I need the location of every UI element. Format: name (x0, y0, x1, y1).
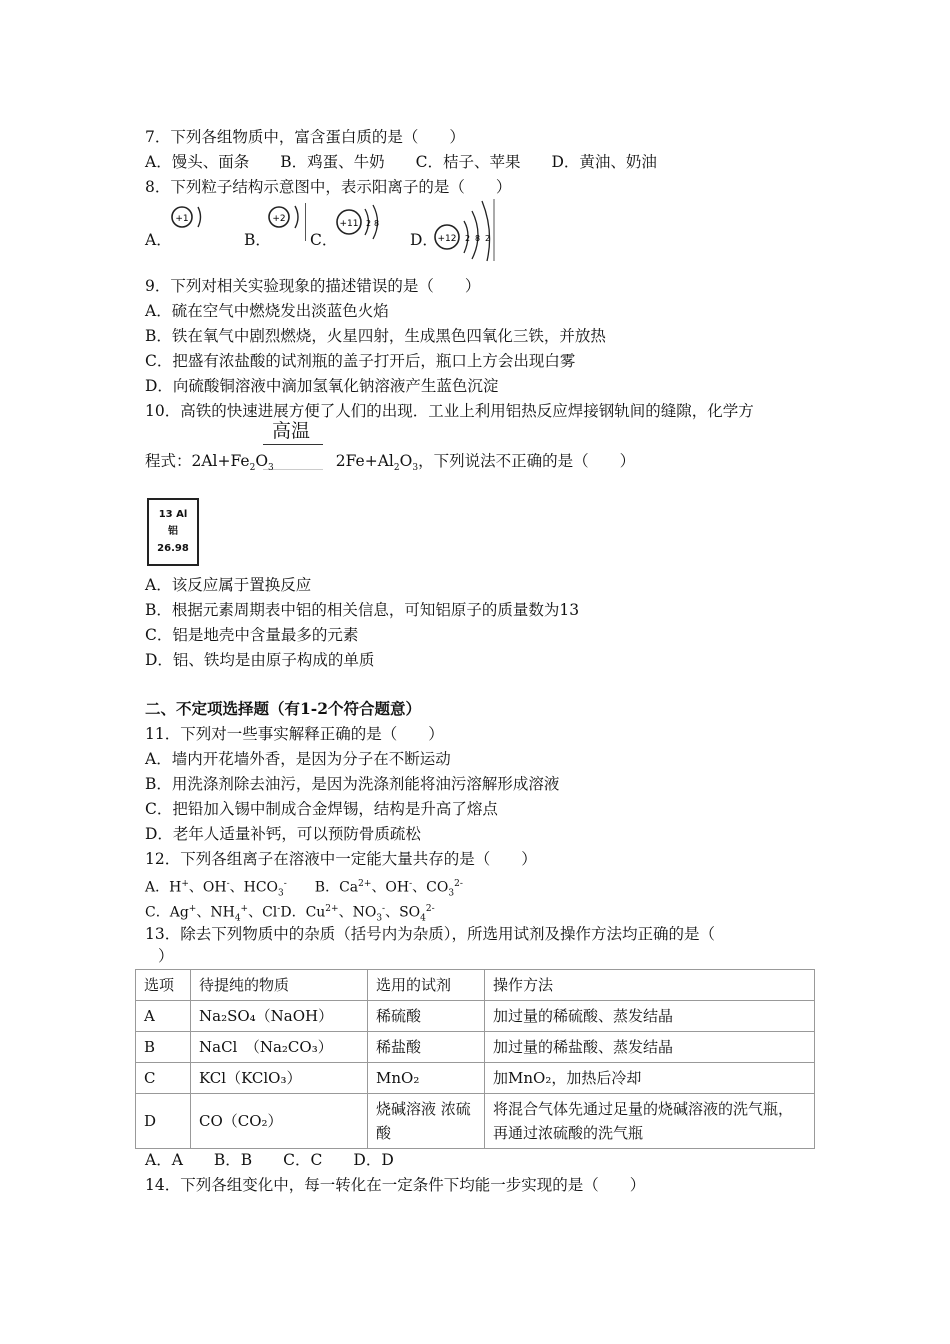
q8-option-b-label: B． (244, 231, 271, 249)
table-cell: C (136, 1063, 191, 1094)
q9-stem: 9．下列对相关实验现象的描述错误的是（ ） (145, 277, 481, 295)
table-cell: MnO₂ (368, 1063, 485, 1094)
header-cell: 选项 (136, 970, 191, 1001)
q12-options-cd: C．Ag+、$NH_4^+$、Cl-D．$Cu^{2+}$、$NO_3^-$、$SO_4^{2-}$ (145, 904, 435, 924)
q8-stem: 8．下列粒子结构示意图中，表示阳离子的是（ ） (145, 178, 512, 196)
q10-stem: 10．高铁的快速进展方便了人们的出现．工业上利用铝热反应焊接钢轨间的缝隙，化学方 (145, 402, 754, 420)
svg-text:2: 2 (465, 234, 471, 243)
element-number-symbol: 13 Al (158, 509, 188, 520)
q8-option-c-label: C． (310, 231, 338, 249)
svg-text:8: 8 (475, 234, 481, 243)
q10-option-a: A．该反应属于置换反应 (145, 576, 312, 594)
table-cell: 稀盐酸 (368, 1032, 485, 1063)
q13-stem: 13．除去下列物质中的杂质（括号内为杂质），所选用试剂及操作方法均正确的是（ (145, 925, 715, 943)
q9-option-d: D．向硫酸铜溶液中滴加氢氧化钠溶液产生蓝色沉淀 (145, 377, 499, 395)
q13-stem-end: ） (158, 947, 174, 965)
q9-option-c: C．把盛有浓盐酸的试剂瓶的盖子打开后，瓶口上方会出现白雾 (145, 352, 576, 370)
periodic-table-cell (147, 498, 199, 566)
table-cell: 加MnO₂，加热后冷却 (485, 1063, 815, 1094)
table-cell: NaCl （Na₂CO₃） (191, 1032, 368, 1063)
q13-options: A．A B．B C．C D．D (145, 1151, 394, 1169)
table-header-row (136, 970, 815, 1001)
table-cell: 加过量的稀硫酸、蒸发结晶 (485, 1001, 815, 1032)
q11-stem: 11．下列对一些事实解释正确的是（ ） (145, 725, 444, 743)
table-cell: B (136, 1032, 191, 1063)
nucleus-label: +2 (272, 214, 286, 224)
section-2-heading: 二、不定项选择题（有1-2个符合题意） (145, 699, 422, 718)
eq-prefix: 程式：2Al+Fe (145, 452, 250, 470)
header-cell: 操作方法 (485, 970, 815, 1001)
header-cell: 选用的试剂 (368, 970, 485, 1001)
atom-diagram-b (265, 203, 307, 235)
table-cell: 烧碱溶液 浓硫酸 (368, 1094, 485, 1149)
q13-table (135, 969, 815, 1149)
header-cell: 待提纯的物质 (191, 970, 368, 1001)
nucleus-label: +11 (339, 219, 359, 229)
svg-text:8: 8 (374, 219, 380, 228)
table-cell: A (136, 1001, 191, 1032)
table-cell: 将混合气体先通过足量的烧碱溶液的洗气瓶，再通过浓硫酸的洗气瓶 (485, 1094, 815, 1149)
svg-text:2: 2 (366, 219, 372, 228)
q10-equation: 程式：$2Al+Fe_2O_3$ $2Fe+Al_2O_3$，下列说法不正确的是（ ） (145, 452, 636, 474)
q11-option-c: C．把铅加入锡中制成合金焊锡，结构是升高了熔点 (145, 800, 498, 818)
q10-option-b: B．根据元素周期表中铝的相关信息，可知铝原子的质量数为13 (145, 601, 580, 619)
q8-option-d-label: D． (410, 231, 438, 249)
q10-option-c: C．铝是地壳中含量最多的元素 (145, 626, 359, 644)
nucleus-label: +1 (175, 214, 189, 224)
q11-option-b: B．用洗涤剂除去油污，是因为洗涤剂能将油污溶解形成溶液 (145, 775, 560, 793)
q9-option-b: B．铁在氧气中剧烈燃烧，火星四射，生成黑色四氧化三铁，并放热 (145, 327, 606, 345)
atom-diagram-d (432, 197, 498, 263)
q7-options: A．馒头、面条 B．鸡蛋、牛奶 C．桔子、苹果 D．黄油、奶油 (145, 153, 657, 171)
q12-options-ab: A．H+、OH-、$HCO_3^-$ B．$Ca^{2+}$、OH-、$CO_3^{2-}$ (145, 879, 463, 899)
reaction-condition: 高温 (272, 420, 311, 442)
svg-text:2: 2 (485, 234, 491, 243)
q14-stem: 14．下列各组变化中，每一转化在一定条件下均能一步实现的是（ ） (145, 1176, 646, 1194)
atom-diagram-a (170, 203, 210, 235)
nucleus-label: +12 (437, 234, 457, 244)
eq-suffix: ，下列说法不正确的是（ ） (418, 452, 636, 470)
q9-option-a: A．硫在空气中燃烧发出淡蓝色火焰 (145, 302, 389, 320)
q12-stem: 12．下列各组离子在溶液中一定能大量共存的是（ ） (145, 850, 537, 868)
table-cell: D (136, 1094, 191, 1149)
q7-stem: 7．下列各组物质中，富含蛋白质的是（ ） (145, 128, 465, 146)
element-mass: 26.98 (157, 543, 189, 554)
table-cell: KCl（KClO₃） (191, 1063, 368, 1094)
q11-option-a: A．墙内开花墙外香，是因为分子在不断运动 (145, 750, 451, 768)
table-row (136, 1094, 815, 1149)
element-name: 铝 (168, 526, 178, 537)
q10-option-d: D．铝、铁均是由原子构成的单质 (145, 651, 375, 669)
atom-diagram-c (332, 203, 390, 241)
table-row (136, 1001, 815, 1032)
table-cell: 稀硫酸 (368, 1001, 485, 1032)
table-cell: CO（CO₂） (191, 1094, 368, 1149)
q8-option-a-label: A． (145, 231, 172, 249)
table-row (136, 1032, 815, 1063)
table-cell: Na₂SO₄（NaOH） (191, 1001, 368, 1032)
eq-mid: 2Fe+Al (335, 452, 394, 470)
q11-option-d: D．老年人适量补钙，可以预防骨质疏松 (145, 825, 421, 843)
table-row (136, 1063, 815, 1094)
table-cell: 加过量的稀盐酸、蒸发结晶 (485, 1032, 815, 1063)
